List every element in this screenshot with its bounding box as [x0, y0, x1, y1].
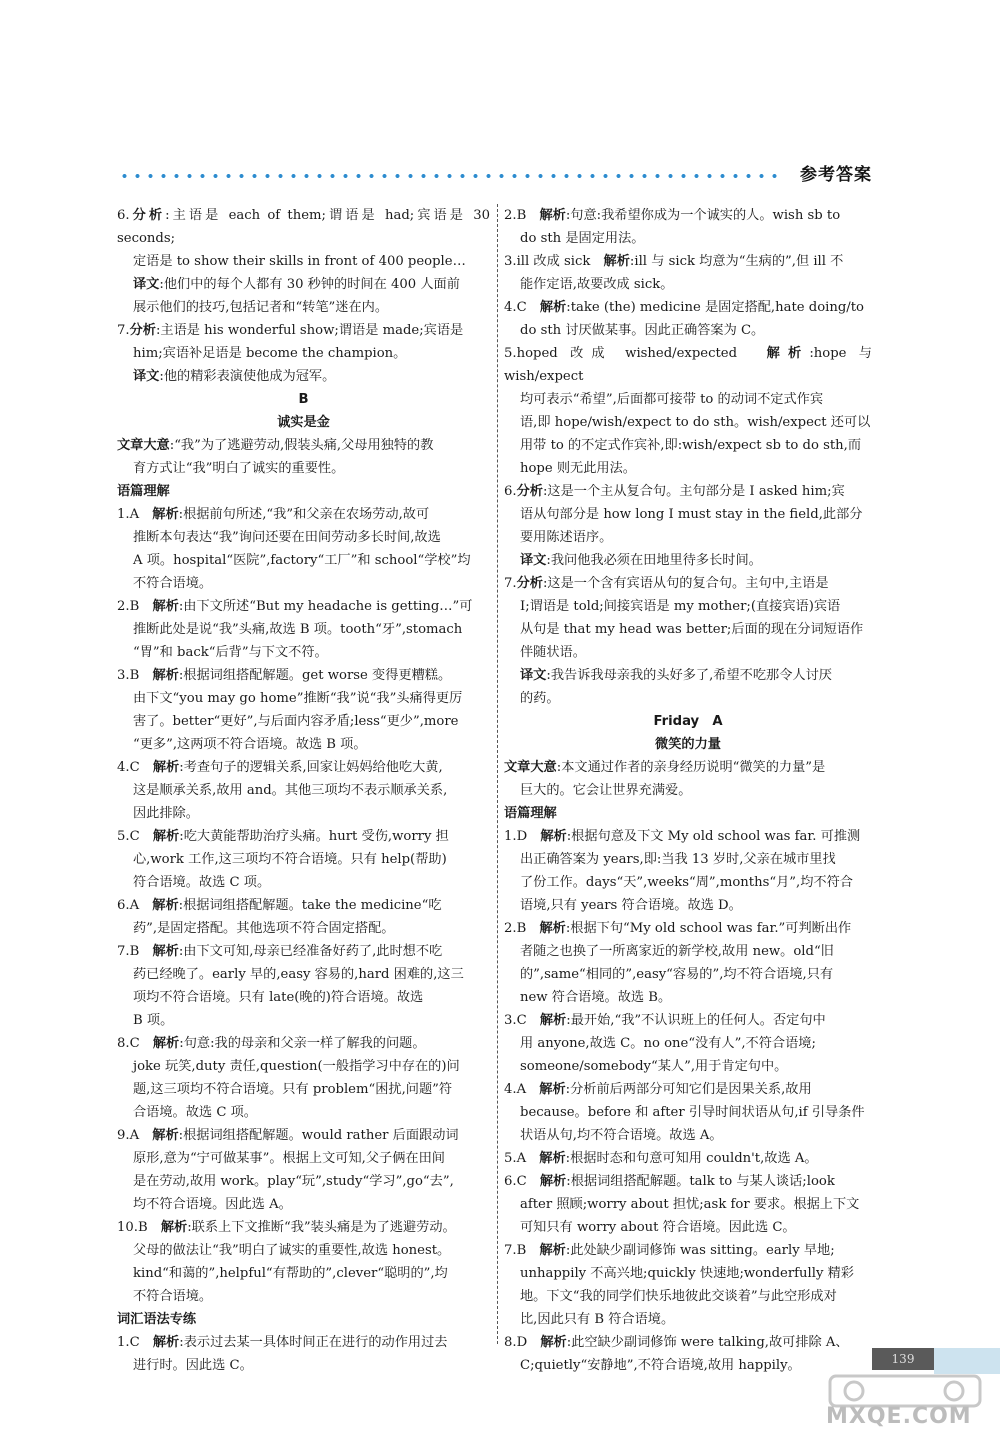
text-line: 5.C 解析:吃大黄能帮助治疗头痛。hurt 受伤,worry 担	[117, 829, 449, 844]
label-term: 解析	[539, 1174, 567, 1189]
answer-paragraph	[504, 825, 872, 917]
text-line: 均不符合语境。因此选 A。	[133, 1197, 292, 1212]
text-line: because。before 和 after 引导时间状语从句,if 引导条件	[520, 1105, 865, 1120]
text-line: “胃”和 back“后背”与下文不符。	[133, 645, 328, 660]
label-term: 解析	[540, 1335, 567, 1350]
text-line: 4.C 解析:考查句子的逻辑关系,回家让妈妈给他吃大黄,	[117, 760, 443, 775]
label-term: 解析	[603, 254, 630, 269]
text-line: 2.B 解析:由下文所述“But my headache is getting…”可	[117, 599, 473, 614]
answer-paragraph	[117, 1216, 490, 1308]
text-line: 不符合语境。	[133, 576, 213, 591]
dotted-rule	[118, 174, 778, 178]
text-line: do sth 讨厌做某事。因此正确答案为 C。	[520, 323, 765, 338]
answer-paragraph	[117, 664, 490, 756]
answer-paragraph	[117, 503, 490, 595]
answer-paragraph	[504, 204, 872, 250]
text-line: 译文:我告诉我母亲我的头好多了,希望不吃那令人讨厌	[520, 668, 832, 683]
label-term: 解析	[152, 1036, 180, 1051]
text-line: 8.D 解析:此空缺少副词修饰 were talking,故可排除 A、	[504, 1335, 849, 1350]
text-line: someone/somebody“某人”,用于肯定句中。	[520, 1059, 788, 1074]
answer-paragraph	[504, 572, 872, 664]
text-line: 巨大的。它会让世界充满爱。	[520, 783, 692, 798]
text-line: 不符合语境。	[133, 1289, 213, 1304]
label-term: 解析	[766, 346, 810, 361]
answer-paragraph	[504, 549, 872, 572]
text-line: unhappily 不高兴地;quickly 快速地;wonderfully 精彩	[520, 1266, 854, 1281]
inline-text: 定语是 to show their skills in front of 400 people…	[133, 254, 466, 269]
text-line: 5.hoped 改成 wished/expected 解析:hope 与 wish/expect	[504, 346, 872, 384]
answer-paragraph	[117, 1032, 490, 1124]
text-line: 译文:他们中的每个人都有 30 秒钟的时间在 400 人面前	[133, 277, 460, 292]
text-line: 者随之也换了一所离家近的新学校,故用 new。old“旧	[520, 944, 834, 959]
text-line: 项均不符合语境。只有 late(晚的)符合语境。故选	[133, 990, 424, 1005]
text-line: new 符合语境。故选 B。	[520, 990, 672, 1005]
text-line: hope 则无此用法。	[520, 461, 636, 476]
section-heading: 诚实是金	[277, 415, 330, 430]
answer-paragraph	[504, 1170, 872, 1239]
text-line: 用带 to 的不定式作宾补,即:wish/expect sb to do sth,而	[520, 438, 862, 453]
text-line: 符合语境。故选 C 项。	[133, 875, 271, 890]
label-term: 解析	[160, 1220, 188, 1235]
subsection-title: 语篇理解	[117, 484, 170, 499]
label-term: 解析	[152, 507, 179, 522]
label-term: 分析	[129, 323, 156, 338]
text-line: C;quietly“安静地”,不符合语境,故用 happily。	[520, 1358, 801, 1373]
answer-paragraph	[117, 1124, 490, 1216]
section-heading: 微笑的力量	[655, 737, 721, 752]
text-line: 药已经晚了。early 早的,easy 容易的,hard 困难的,这三	[133, 967, 464, 982]
page-corner-tab	[934, 1348, 1000, 1374]
label-term: 解析	[152, 760, 180, 775]
text-line: 译文:我问他我必须在田地里待多长时间。	[520, 553, 762, 568]
label-term: 文章大意	[117, 438, 170, 453]
text-line: 6.C 解析:根据词组搭配解题。talk to 与某人谈话;look	[504, 1174, 835, 1189]
label-term: 解析	[540, 829, 567, 844]
answer-paragraph	[504, 296, 872, 342]
text-line: 展示他们的技巧,包括记者和“转笔”迷在内。	[133, 300, 389, 315]
text-line: 的”,same“相同的”,easy“容易的”,均不符合语境,只有	[520, 967, 834, 982]
text-line: 4.C 解析:take (the) medicine 是固定搭配,hate doing/to	[504, 300, 864, 315]
text-line: joke 玩笑,duty 责任,question(一般指学习中存在的)问	[133, 1059, 460, 1074]
text-line: 均可表示“希望”,后面都可接带 to 的动词不定式作宾	[520, 392, 824, 407]
text-line: 4.A 解析:分析前后两部分可知它们是因果关系,故用	[504, 1082, 812, 1097]
answer-paragraph	[504, 1239, 872, 1331]
label-term: 解析	[152, 898, 179, 913]
label-term: 解析	[152, 599, 179, 614]
text-line: 1.A 解析:根据前句所述,“我”和父亲在农场劳动,故可	[117, 507, 430, 522]
text-line: do sth 是固定用法。	[520, 231, 645, 246]
subsection-title: 词汇语法专练	[117, 1312, 197, 1327]
label-term: 解析	[539, 208, 566, 223]
answer-paragraph	[504, 1331, 872, 1377]
text-line: 父母的做法让“我”明白了诚实的重要性,故选 honest。	[133, 1243, 451, 1258]
text-line: 了份工作。days“天”,weeks“周”,months“月”,均不符合	[520, 875, 853, 890]
page-header	[118, 160, 872, 190]
label-term: 译文	[133, 277, 160, 292]
text-line: 6.分析:这是一个主从复合句。主句部分是 I asked him;宾	[504, 484, 845, 499]
text-line: 用 anyone,故选 C。no one“没有人”,不符合语境;	[520, 1036, 816, 1051]
label-term: 译文	[520, 553, 547, 568]
text-line: 语,即 hope/wish/expect to do sth。wish/expect 还可以	[520, 415, 871, 430]
text-line: after 照顾;worry about 担忧;ask for 要求。根据上下文	[520, 1197, 860, 1212]
text-line: 3.C 解析:最开始,“我”不认识班上的任何人。否定句中	[504, 1013, 826, 1028]
text-line	[117, 250, 490, 273]
text-line: 因此排除。	[133, 806, 199, 821]
answer-paragraph	[117, 595, 490, 664]
label-term: 解析	[539, 1243, 566, 1258]
text-line: 7.B 解析:由下文可知,母亲已经准备好药了,此时想不吃	[117, 944, 443, 959]
text-line: 7.B 解析:此处缺少副词修饰 was sitting。early 早地;	[504, 1243, 835, 1258]
column-divider	[497, 204, 498, 1344]
text-line: 7.分析:主语是 his wonderful show;谓语是 made;宾语是	[117, 323, 464, 338]
answer-paragraph	[504, 756, 872, 802]
label-term: 分析	[516, 576, 543, 591]
text-line: 推断本句表达“我”询问还要在田间劳动多长时间,故选	[133, 530, 441, 545]
text-line: “更多”,这两项不符合语境。故选 B 项。	[133, 737, 367, 752]
text-line: 推断此处是说“我”头痛,故选 B 项。tooth“牙”,stomach	[133, 622, 463, 637]
text-line: 害了。better“更好”,与后面内容矛盾;less“更少”,more	[133, 714, 459, 729]
answer-paragraph	[117, 825, 490, 894]
text-line: 状语从句,均不符合语境。故选 A。	[520, 1128, 723, 1143]
page-number: 139	[872, 1348, 934, 1370]
header-title: 参考答案	[800, 165, 872, 185]
text-line: 语从句部分是 how long I must stay in the field,此部分	[520, 507, 863, 522]
answer-paragraph	[117, 204, 490, 273]
answer-paragraph	[117, 894, 490, 940]
label-term: 解析	[539, 300, 567, 315]
label-term: 译文	[520, 668, 547, 683]
label-term: 解析	[539, 1082, 566, 1097]
label-term: 分析	[516, 484, 543, 499]
subsection-title: 语篇理解	[504, 806, 557, 821]
text-line: 原形,意为“宁可做某事”。根据上文可知,父子俩在田间	[133, 1151, 445, 1166]
text-line: A 项。hospital“医院”,factory“工厂”和 school“学校”均	[133, 553, 471, 568]
label-term: 解析	[152, 829, 180, 844]
text-line: 出正确答案为 years,即:当我 13 岁时,父亲在城市里找	[520, 852, 836, 867]
answer-paragraph	[117, 365, 490, 388]
answer-paragraph	[504, 1078, 872, 1147]
text-line: 地。下文“我的同学们快乐地彼此交谈着”与此空形成对	[520, 1289, 837, 1304]
text-line: 文章大意:“我”为了逃避劳动,假装头痛,父母用独特的教	[117, 438, 434, 453]
text-line: kind“和蔼的”,helpful“有帮助的”,clever“聪明的”,均	[133, 1266, 448, 1281]
text-line: 1.C 解析:表示过去某一具体时间正在进行的动作用过去	[117, 1335, 448, 1350]
label-term: 译文	[133, 369, 160, 384]
text-line: 1.D 解析:根据句意及下文 My old school was far. 可推测	[504, 829, 861, 844]
text-line: 语境,只有 years 符合语境。故选 D。	[520, 898, 742, 913]
text-line: him;宾语补足语是 become the champion。	[133, 346, 407, 361]
answer-paragraph	[504, 480, 872, 549]
label-term: 解析	[539, 1151, 566, 1166]
text-line: 题,这三项均不符合语境。只有 problem“困扰,问题”符	[133, 1082, 453, 1097]
answer-paragraph	[504, 342, 872, 480]
text-line: 的药。	[520, 691, 560, 706]
text-line: 由下文“you may go home”推断“我”说“我”头痛得更厉	[133, 691, 463, 706]
label-term: 解析	[152, 944, 179, 959]
text-line: 伴随状语。	[520, 645, 586, 660]
label-term: 文章大意	[504, 760, 557, 775]
text-line: 要用陈述语序。	[520, 530, 613, 545]
text-line: 心,work 工作,这三项均不符合语境。只有 help(帮助)	[133, 852, 447, 867]
text-line: 文章大意:本文通过作者的亲身经历说明“微笑的力量”是	[504, 760, 826, 775]
text-line: 9.A 解析:根据词组搭配解题。would rather 后面跟动词	[117, 1128, 459, 1143]
text-line: B 项。	[133, 1013, 174, 1028]
label-term: 解析	[539, 921, 566, 936]
answer-paragraph	[117, 940, 490, 1032]
text-line: 这是顺承关系,故用 and。其他三项均不表示顺承关系,	[133, 783, 448, 798]
text-line: I;谓语是 told;间接宾语是 my mother;(直接宾语)宾语	[520, 599, 841, 614]
text-line: 药”,是固定搭配。其他选项不符合固定搭配。	[133, 921, 395, 936]
right-column	[504, 204, 872, 1377]
text-line: 6.分析:主语是 each of them;谓语是 had;宾语是 30 seconds;	[117, 208, 490, 246]
text-line: 译文:他的精彩表演使他成为冠军。	[133, 369, 336, 384]
text-line: 可知只有 worry about 符合语境。因此选 C。	[520, 1220, 796, 1235]
answer-paragraph	[117, 434, 490, 480]
answer-paragraph	[117, 756, 490, 825]
answer-paragraph	[117, 273, 490, 319]
answer-paragraph	[504, 664, 872, 710]
watermark-text: MXQE.COM	[826, 1404, 972, 1429]
section-heading: Friday A	[653, 714, 723, 729]
text-line: 2.B 解析:句意:我希望你成为一个诚实的人。wish sb to	[504, 208, 841, 223]
left-column	[117, 204, 490, 1377]
answer-paragraph	[504, 1009, 872, 1078]
text-line: 比,因此只有 B 符合语境。	[520, 1312, 675, 1327]
text-line: 5.A 解析:根据时态和句意可知用 couldn't,故选 A。	[504, 1151, 818, 1166]
section-heading: B	[298, 392, 309, 407]
text-line: 能作定语,故要改成 sick。	[520, 277, 674, 292]
label-term: 分析	[129, 208, 166, 223]
label-term: 解析	[152, 1335, 180, 1350]
text-line: 是在劳动,故用 work。play“玩”,study“学习”,go“去”,	[133, 1174, 454, 1189]
text-line: 8.C 解析:句意:我的母亲和父亲一样了解我的问题。	[117, 1036, 426, 1051]
text-line: 育方式让“我”明白了诚实的重要性。	[133, 461, 345, 476]
text-line: 从句是 that my head was better;后面的现在分词短语作	[520, 622, 864, 637]
label-term: 解析	[539, 1013, 567, 1028]
text-line: 6.A 解析:根据词组搭配解题。take the medicine“吃	[117, 898, 442, 913]
answer-paragraph	[504, 1147, 872, 1170]
text-line: 3.ill 改成 sick 解析:ill 与 sick 均意为“生病的”,但 ill 不	[504, 254, 844, 269]
answer-paragraph	[117, 319, 490, 365]
text-line: 2.B 解析:根据下句“My old school was far.”可判断出作	[504, 921, 852, 936]
text-line: 3.B 解析:根据词组搭配解题。get worse 变得更糟糕。	[117, 668, 452, 683]
answer-paragraph	[117, 1331, 490, 1377]
text-line: 10.B 解析:联系上下文推断“我”装头痛是为了逃避劳动。	[117, 1220, 456, 1235]
label-term: 解析	[152, 668, 179, 683]
text-line: 合语境。故选 C 项。	[133, 1105, 257, 1120]
text-line: 7.分析:这是一个含有宾语从句的复合句。主句中,主语是	[504, 576, 829, 591]
answer-paragraph	[504, 250, 872, 296]
text-line: 进行时。因此选 C。	[133, 1358, 253, 1373]
label-term: 解析	[152, 1128, 179, 1143]
answer-paragraph	[504, 917, 872, 1009]
